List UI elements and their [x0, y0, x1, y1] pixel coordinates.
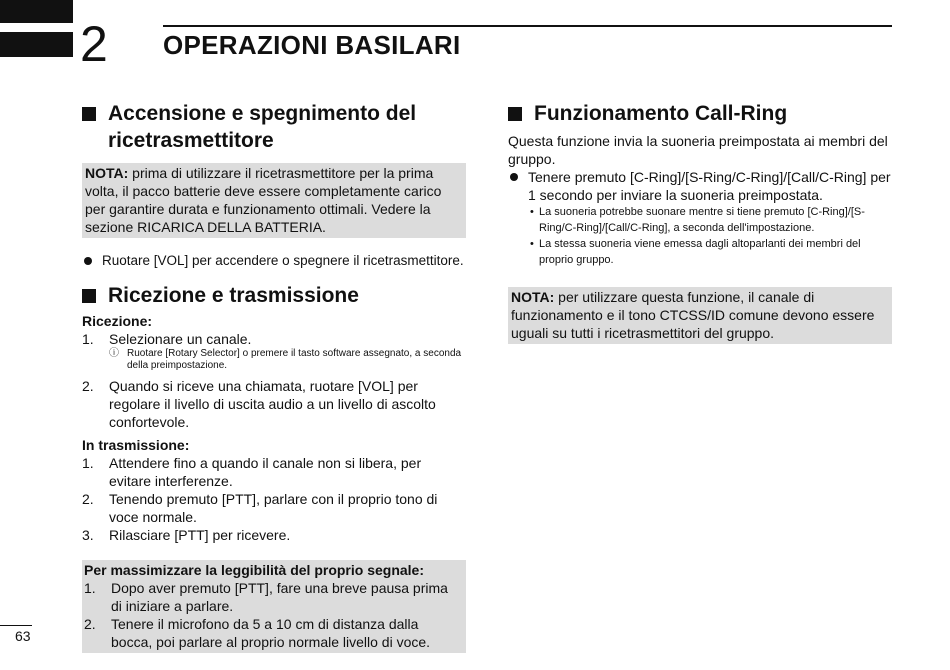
- section-heading-power: [82, 100, 466, 154]
- note-box-callring: [508, 287, 892, 344]
- section-heading-rxtx: [82, 282, 466, 309]
- note-label: NOTA:: [511, 289, 555, 305]
- chapter-number: 2: [80, 16, 108, 72]
- list-item: 2. Tenendo premuto [PTT], parlare con il proprio tono di voce normale.: [82, 491, 438, 525]
- page-number-rule: [0, 625, 32, 626]
- right-column: [508, 100, 892, 344]
- sub-item: • La suoneria potrebbe suonare mentre si tiene premuto [C-Ring]/[S-Ring/C-Ring]/[Call/C-Ring], a seconda dell'impostazione.: [530, 206, 865, 234]
- callring-intro: Questa funzione invia la suoneria preimpostata ai membri del gruppo.: [508, 133, 888, 167]
- section-heading-callring: [508, 100, 892, 127]
- list-item: 3. Rilasciare [PTT] per ricevere.: [82, 527, 291, 543]
- bullet-dot-icon: [84, 257, 92, 265]
- page-number: 63: [15, 628, 31, 644]
- bullet-dot-icon: [510, 173, 518, 181]
- section-title-callring: Funzionamento Call-Ring: [534, 102, 788, 125]
- tx-heading: In trasmissione:: [82, 437, 190, 453]
- tip-text: Ruotare [Rotary Selector] o premere il tasto software assegnato, a seconda della preimpostazione.: [127, 348, 462, 371]
- tip-box-signal: [82, 560, 466, 653]
- list-item: 1. Dopo aver premuto [PTT], fare una breve pausa prima di iniziare a parlare.: [84, 580, 448, 614]
- list-item: 1. Selezionare un canale.: [82, 331, 252, 347]
- note-text: prima di utilizzare il ricetrasmettitore per la prima volta, il pacco batterie deve essere completamente carico per garantire durata e funzionamento ottimali. Vedere la sezione RICARICA DELLA BATTERIA.: [85, 165, 442, 235]
- bullet-vol-text: Ruotare [VOL] per accendere o spegnere il ricetrasmettitore.: [102, 253, 464, 268]
- chapter-rule: [163, 25, 892, 27]
- square-bullet-icon: [82, 107, 96, 121]
- left-column: [82, 100, 466, 653]
- note-box-battery: [82, 163, 466, 238]
- chapter-tab-bar-bottom: [0, 32, 73, 57]
- bullet-callring-text: Tenere premuto [C-Ring]/[S-Ring/C-Ring]/[Call/C-Ring] per 1 secondo per inviare la suoneria preimpostata.: [528, 169, 891, 203]
- list-item: 1. Attendere fino a quando il canale non si libera, per evitare interferenze.: [82, 455, 422, 489]
- square-bullet-icon: [82, 289, 96, 303]
- sub-bullet-icon: •: [530, 206, 534, 218]
- list-item: 2. Tenere il microfono da 5 a 10 cm di distanza dalla bocca, poi parlare al proprio normale livello di voce.: [84, 616, 431, 650]
- note-label: NOTA:: [85, 165, 129, 181]
- note-text: per utilizzare questa funzione, il canale di funzionamento e il tono CTCSS/ID comune devono essere uguali su tutti i ricetrasmettitori del gruppo.: [511, 289, 875, 341]
- section-title-rxtx: Ricezione e trasmissione: [108, 284, 359, 307]
- list-item: 2. Quando si riceve una chiamata, ruotare [VOL] per regolare il livello di uscita audio a un livello di ascolto confortevole.: [82, 378, 436, 430]
- tip-note: [82, 348, 466, 372]
- bullet-vol: [82, 252, 466, 270]
- tip-box-heading: Per massimizzare la leggibilità del proprio segnale:: [84, 562, 424, 578]
- bullet-callring: [508, 168, 892, 204]
- sub-bullet-icon: •: [530, 238, 534, 250]
- square-bullet-icon: [508, 107, 522, 121]
- chapter-title: OPERAZIONI BASILARI: [163, 30, 461, 60]
- chapter-tab-bar-top: [0, 0, 73, 23]
- rx-heading: Ricezione:: [82, 313, 153, 329]
- sub-item: • La stessa suoneria viene emessa dagli altoparlanti dei membri del proprio gruppo.: [530, 238, 861, 266]
- section-title-power: Accensione e spegnimento del ricetrasmettitore: [108, 102, 417, 152]
- info-icon: ⓘ: [109, 348, 119, 359]
